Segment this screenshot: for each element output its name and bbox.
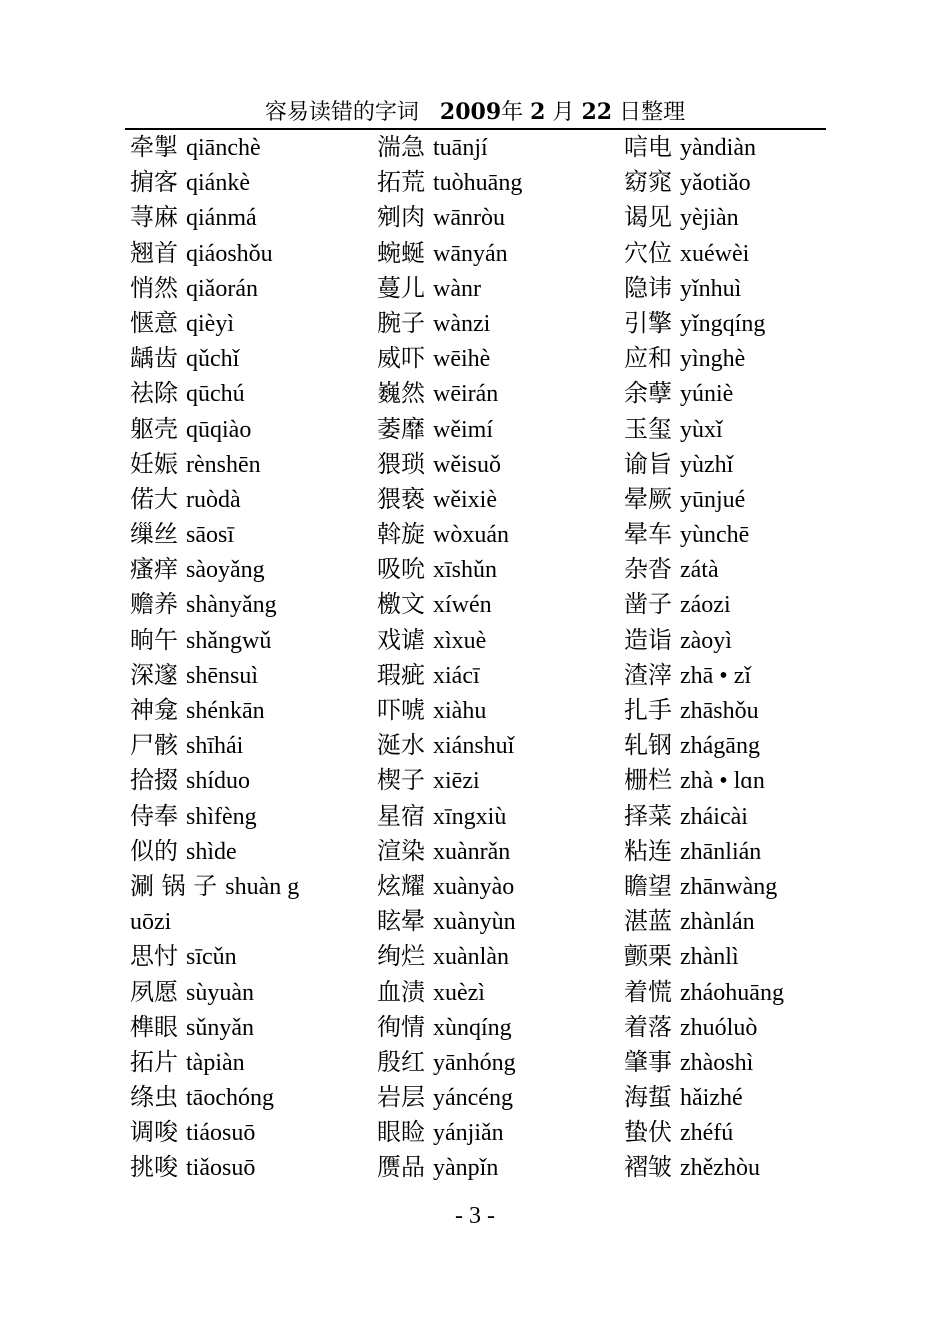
word-pinyin: zháicài bbox=[680, 803, 748, 830]
page-number: - 3 - bbox=[455, 1203, 495, 1229]
word-entry bbox=[377, 130, 522, 165]
word-entry bbox=[130, 623, 299, 658]
word-hanzi: 尸骸 bbox=[130, 731, 178, 760]
word-pinyin: wānròu bbox=[433, 205, 505, 232]
word-pinyin: qiānchè bbox=[186, 135, 261, 161]
word-pinyin: shénkān bbox=[186, 698, 265, 724]
word-hanzi: 拾掇 bbox=[130, 766, 178, 795]
word-entry bbox=[130, 552, 299, 587]
word-pinyin: yǎotiǎo bbox=[680, 170, 751, 197]
word-pinyin: zhànlì bbox=[680, 944, 739, 971]
word-pinyin: xiēzi bbox=[433, 768, 480, 795]
word-entry bbox=[377, 587, 522, 622]
word-entry bbox=[130, 130, 299, 165]
word-pinyin: wěixiè bbox=[433, 486, 497, 513]
word-entry bbox=[130, 658, 299, 693]
word-hanzi: 躯壳 bbox=[130, 414, 178, 443]
word-entry bbox=[130, 236, 299, 271]
word-pinyin: sùyuàn bbox=[186, 979, 254, 1006]
word-hanzi: 谕旨 bbox=[624, 449, 672, 478]
word-pinyin: yèjiàn bbox=[680, 205, 739, 232]
word-pinyin: xìxuè bbox=[433, 627, 487, 654]
word-entry bbox=[624, 904, 784, 939]
word-entry bbox=[624, 658, 784, 693]
word-column-3 bbox=[624, 130, 784, 1186]
word-entry bbox=[377, 693, 522, 728]
word-hanzi: 瘙痒 bbox=[130, 555, 178, 584]
word-entry bbox=[377, 517, 522, 552]
word-entry bbox=[624, 517, 784, 552]
word-entry bbox=[130, 447, 299, 482]
word-pinyin: wànzi bbox=[433, 310, 491, 337]
word-entry bbox=[130, 165, 299, 200]
word-hanzi: 眼睑 bbox=[377, 1118, 425, 1147]
word-pinyin: zhágāng bbox=[680, 733, 760, 760]
word-pinyin: zhā • zǐ bbox=[680, 662, 752, 689]
word-hanzi: 萎靡 bbox=[377, 414, 425, 443]
word-hanzi: 调唆 bbox=[130, 1118, 178, 1147]
word-hanzi: 瑕疵 bbox=[377, 660, 425, 689]
word-entry bbox=[624, 165, 784, 200]
word-hanzi: 余孽 bbox=[624, 379, 672, 408]
word-hanzi: 窈窕 bbox=[624, 168, 672, 197]
word-pinyin: zátà bbox=[680, 557, 719, 584]
word-entry bbox=[624, 975, 784, 1010]
word-pinyin: sǔnyǎn bbox=[186, 1014, 254, 1041]
word-hanzi: 瞻望 bbox=[624, 871, 672, 900]
word-hanzi: 思忖 bbox=[130, 942, 178, 971]
word-pinyin: shīhái bbox=[186, 733, 244, 760]
word-pinyin: záozi bbox=[680, 592, 731, 619]
word-hanzi: 惬意 bbox=[130, 308, 178, 337]
word-entry bbox=[130, 271, 299, 306]
word-entry bbox=[377, 975, 522, 1010]
word-pinyin: qǔchǐ bbox=[186, 346, 240, 373]
word-pinyin: zhàoshì bbox=[680, 1049, 754, 1076]
word-hanzi: 颤栗 bbox=[624, 942, 672, 971]
word-hanzi: 巍然 bbox=[377, 379, 425, 408]
word-hanzi: 拓荒 bbox=[377, 168, 425, 197]
header-year: 2009 bbox=[439, 99, 502, 125]
word-entry bbox=[130, 517, 299, 552]
word-pinyin: xiácī bbox=[433, 662, 480, 689]
word-hanzi: 悄然 bbox=[130, 273, 178, 302]
header-day: 22 bbox=[581, 99, 613, 125]
word-entry bbox=[130, 306, 299, 341]
word-pinyin: qiáoshǒu bbox=[186, 240, 273, 267]
word-entry bbox=[377, 1045, 522, 1080]
word-entry bbox=[130, 587, 299, 622]
word-entry bbox=[130, 341, 299, 376]
word-hanzi: 渣滓 bbox=[624, 660, 672, 689]
word-entry bbox=[377, 236, 522, 271]
word-entry bbox=[130, 763, 299, 798]
word-hanzi: 玉玺 bbox=[624, 414, 672, 443]
page-header bbox=[125, 96, 825, 128]
word-hanzi: 徇情 bbox=[377, 1012, 425, 1041]
word-pinyin: yānhóng bbox=[433, 1049, 516, 1076]
word-pinyin: yūnjué bbox=[680, 486, 746, 513]
word-pinyin: xùnqíng bbox=[433, 1014, 512, 1041]
word-pinyin: xīngxiù bbox=[433, 803, 507, 830]
word-hanzi: 着慌 bbox=[624, 977, 672, 1006]
word-hanzi: 穴位 bbox=[624, 238, 672, 267]
word-pinyin: yànpǐn bbox=[433, 1155, 499, 1182]
word-entry bbox=[377, 904, 522, 939]
word-hanzi: 龋齿 bbox=[130, 344, 178, 373]
word-entry bbox=[377, 200, 522, 235]
word-entry bbox=[377, 482, 522, 517]
word-entry bbox=[130, 1115, 299, 1150]
word-entry bbox=[377, 376, 522, 411]
word-pinyin: xuànyào bbox=[433, 873, 515, 900]
word-pinyin: yǐngqíng bbox=[680, 310, 766, 337]
word-hanzi: 应和 bbox=[624, 344, 672, 373]
word-entry bbox=[377, 341, 522, 376]
word-entry bbox=[624, 1115, 784, 1150]
word-entry bbox=[130, 799, 299, 834]
word-hanzi: 绦虫 bbox=[130, 1083, 178, 1112]
word-hanzi: 偌大 bbox=[130, 484, 178, 513]
word-entry bbox=[377, 1010, 522, 1045]
word-pinyin: qiánmá bbox=[186, 205, 257, 232]
word-hanzi: 深邃 bbox=[130, 660, 178, 689]
word-hanzi: 轧钢 bbox=[624, 731, 672, 760]
word-entry bbox=[624, 1080, 784, 1115]
word-pinyin: qiǎorán bbox=[186, 275, 258, 302]
word-pinyin: xuànrǎn bbox=[433, 838, 511, 865]
word-entry bbox=[624, 271, 784, 306]
word-entry bbox=[624, 693, 784, 728]
header-year-suffix: 年 bbox=[501, 100, 524, 125]
word-pinyin: hǎizhé bbox=[680, 1085, 743, 1112]
word-pinyin: wěimí bbox=[433, 416, 493, 443]
word-pinyin: xuèzì bbox=[433, 979, 485, 1006]
word-entry bbox=[130, 869, 299, 904]
word-hanzi: 扎手 bbox=[624, 696, 672, 724]
word-entry bbox=[624, 482, 784, 517]
word-hanzi: 猥亵 bbox=[377, 484, 425, 513]
word-pinyin: yùnchē bbox=[680, 522, 750, 549]
word-hanzi: 杂沓 bbox=[624, 555, 672, 584]
word-hanzi: 着落 bbox=[624, 1012, 672, 1041]
word-hanzi: 造诣 bbox=[624, 625, 672, 654]
word-pinyin: yánjiǎn bbox=[433, 1120, 504, 1147]
word-hanzi: 海蜇 bbox=[624, 1083, 672, 1112]
word-pinyin: wēirán bbox=[433, 381, 499, 408]
word-pinyin: shànyǎng bbox=[186, 592, 277, 619]
word-hanzi: 剜肉 bbox=[377, 203, 425, 232]
word-hanzi: 晕厥 bbox=[624, 484, 672, 513]
word-hanzi: 吓唬 bbox=[377, 696, 425, 724]
word-entry bbox=[130, 376, 299, 411]
word-pinyin: xiánshuǐ bbox=[433, 733, 515, 760]
word-pinyin: zhānlián bbox=[680, 838, 762, 865]
word-entry bbox=[377, 271, 522, 306]
word-pinyin: tiǎosuō bbox=[186, 1155, 256, 1182]
word-pinyin: qièyì bbox=[186, 310, 234, 337]
word-pinyin: yúniè bbox=[680, 381, 734, 408]
word-pinyin: uōzi bbox=[130, 909, 172, 936]
word-entry bbox=[377, 1150, 522, 1185]
word-pinyin: wānyán bbox=[433, 240, 508, 267]
word-entry bbox=[130, 834, 299, 869]
word-entry bbox=[377, 623, 522, 658]
word-entry bbox=[624, 376, 784, 411]
word-hanzi: 侍奉 bbox=[130, 801, 178, 830]
word-pinyin: xuéwèi bbox=[680, 240, 750, 267]
word-hanzi: 蛰伏 bbox=[624, 1118, 672, 1147]
word-hanzi: 绚烂 bbox=[377, 942, 425, 971]
word-entry bbox=[130, 1045, 299, 1080]
word-hanzi: 唁电 bbox=[624, 133, 672, 161]
word-entry bbox=[624, 130, 784, 165]
word-entry bbox=[377, 1080, 522, 1115]
word-hanzi: 祛除 bbox=[130, 379, 178, 408]
word-pinyin: tāochóng bbox=[186, 1085, 274, 1112]
word-hanzi: 涎水 bbox=[377, 731, 425, 760]
word-pinyin: yùxǐ bbox=[680, 416, 723, 443]
word-hanzi: 血渍 bbox=[377, 977, 425, 1006]
word-hanzi: 褶皱 bbox=[624, 1153, 672, 1182]
word-pinyin: zàoyì bbox=[680, 627, 732, 654]
word-hanzi: 肇事 bbox=[624, 1047, 672, 1076]
word-entry bbox=[624, 728, 784, 763]
word-entry bbox=[624, 939, 784, 974]
word-pinyin: shíduo bbox=[186, 768, 251, 795]
word-pinyin: xuànyùn bbox=[433, 909, 516, 936]
word-pinyin: tuòhuāng bbox=[433, 170, 523, 197]
word-entry bbox=[377, 869, 522, 904]
word-hanzi: 戏谑 bbox=[377, 625, 425, 654]
word-entry bbox=[377, 552, 522, 587]
word-entry bbox=[130, 482, 299, 517]
word-hanzi: 湛蓝 bbox=[624, 907, 672, 936]
word-entry bbox=[377, 939, 522, 974]
header-day-suffix: 日整理 bbox=[619, 100, 686, 125]
word-pinyin: yìnghè bbox=[680, 346, 746, 373]
word-entry bbox=[377, 658, 522, 693]
word-pinyin: zhuóluò bbox=[680, 1014, 758, 1041]
word-entry bbox=[624, 869, 784, 904]
word-entry bbox=[624, 306, 784, 341]
word-pinyin: shìfèng bbox=[186, 803, 257, 830]
word-hanzi: 隐讳 bbox=[624, 273, 672, 302]
word-pinyin: zhānwàng bbox=[680, 873, 778, 900]
word-pinyin: shǎngwǔ bbox=[186, 627, 272, 654]
word-entry bbox=[377, 799, 522, 834]
word-pinyin: sàoyǎng bbox=[186, 557, 265, 584]
word-hanzi: 栅栏 bbox=[624, 766, 672, 795]
word-pinyin: zhà • lɑn bbox=[680, 768, 765, 795]
word-hanzi: 缫丝 bbox=[130, 520, 178, 549]
word-entry bbox=[624, 552, 784, 587]
word-entry bbox=[624, 834, 784, 869]
word-hanzi: 吸吮 bbox=[377, 555, 425, 584]
word-hanzi: 荨麻 bbox=[130, 203, 178, 232]
word-hanzi: 凿子 bbox=[624, 590, 672, 619]
word-entry bbox=[130, 939, 299, 974]
word-pinyin: wěisuǒ bbox=[433, 451, 501, 478]
word-hanzi: 斡旋 bbox=[377, 520, 425, 549]
word-pinyin: tiáosuō bbox=[186, 1120, 256, 1147]
word-pinyin: ruòdà bbox=[186, 486, 241, 513]
word-hanzi: 腕子 bbox=[377, 308, 425, 337]
word-entry bbox=[624, 200, 784, 235]
word-hanzi: 炫耀 bbox=[377, 871, 425, 900]
word-hanzi: 蜿蜒 bbox=[377, 238, 425, 267]
word-pinyin: wòxuán bbox=[433, 522, 509, 549]
word-hanzi: 楔子 bbox=[377, 766, 425, 795]
word-hanzi: 翘首 bbox=[130, 238, 178, 267]
word-entry bbox=[377, 728, 522, 763]
word-column-1 bbox=[130, 130, 299, 1186]
word-entry bbox=[130, 412, 299, 447]
word-entry bbox=[624, 1045, 784, 1080]
word-pinyin: yǐnhuì bbox=[680, 275, 742, 302]
word-hanzi: 妊娠 bbox=[130, 449, 178, 478]
word-pinyin: xiàhu bbox=[433, 698, 487, 724]
word-hanzi: 檄文 bbox=[377, 590, 425, 619]
word-hanzi: 似的 bbox=[130, 836, 178, 865]
word-entry bbox=[377, 1115, 522, 1150]
word-pinyin: zhāshǒu bbox=[680, 698, 759, 724]
word-entry bbox=[624, 447, 784, 482]
word-entry bbox=[130, 1080, 299, 1115]
word-entry bbox=[130, 904, 299, 939]
word-hanzi: 涮 锅 子 bbox=[130, 871, 218, 900]
word-entry bbox=[130, 1010, 299, 1045]
word-pinyin: sīcǔn bbox=[186, 944, 237, 971]
word-hanzi: 择菜 bbox=[624, 801, 672, 830]
word-hanzi: 晕车 bbox=[624, 520, 672, 549]
word-entry bbox=[377, 306, 522, 341]
word-column-2 bbox=[377, 130, 522, 1186]
word-hanzi: 掮客 bbox=[130, 168, 178, 197]
word-pinyin: shēnsuì bbox=[186, 662, 258, 689]
word-entry bbox=[377, 447, 522, 482]
word-hanzi: 赡养 bbox=[130, 590, 178, 619]
word-hanzi: 眩晕 bbox=[377, 907, 425, 936]
word-entry bbox=[377, 834, 522, 869]
word-hanzi: 夙愿 bbox=[130, 977, 178, 1006]
word-entry bbox=[624, 763, 784, 798]
word-pinyin: shuàn g bbox=[225, 873, 300, 900]
word-entry bbox=[130, 728, 299, 763]
word-hanzi: 威吓 bbox=[377, 344, 425, 373]
word-hanzi: 拓片 bbox=[130, 1047, 178, 1076]
word-pinyin: qūchú bbox=[186, 381, 245, 408]
word-hanzi: 岩层 bbox=[377, 1083, 425, 1112]
header-title: 容易读错的字词 bbox=[264, 100, 419, 125]
word-pinyin: xíwén bbox=[433, 592, 492, 619]
word-pinyin: yùzhǐ bbox=[680, 451, 734, 478]
word-entry bbox=[624, 799, 784, 834]
word-hanzi: 湍急 bbox=[377, 133, 425, 161]
word-hanzi: 赝品 bbox=[377, 1153, 425, 1182]
word-entry bbox=[377, 763, 522, 798]
header-month: 2 bbox=[530, 99, 546, 125]
word-entry bbox=[377, 165, 522, 200]
word-pinyin: sāosī bbox=[186, 522, 234, 549]
word-pinyin: yàndiàn bbox=[680, 135, 756, 161]
word-entry bbox=[377, 412, 522, 447]
word-entry bbox=[624, 412, 784, 447]
word-pinyin: yáncéng bbox=[433, 1085, 513, 1112]
word-pinyin: zhànlán bbox=[680, 909, 755, 936]
word-hanzi: 晌午 bbox=[130, 625, 178, 654]
word-hanzi: 猥琐 bbox=[377, 449, 425, 478]
word-pinyin: zháohuāng bbox=[680, 979, 784, 1006]
word-hanzi: 引擎 bbox=[624, 308, 672, 337]
word-pinyin: xuànlàn bbox=[433, 944, 509, 971]
word-hanzi: 谒见 bbox=[624, 203, 672, 232]
word-entry bbox=[130, 975, 299, 1010]
word-entry bbox=[130, 693, 299, 728]
word-pinyin: tuānjí bbox=[433, 135, 488, 161]
word-hanzi: 蔓儿 bbox=[377, 273, 425, 302]
word-entry bbox=[130, 200, 299, 235]
word-hanzi: 挑唆 bbox=[130, 1153, 178, 1182]
word-entry bbox=[130, 1150, 299, 1185]
word-pinyin: qūqiào bbox=[186, 416, 252, 443]
word-entry bbox=[624, 236, 784, 271]
word-pinyin: zhězhòu bbox=[680, 1155, 760, 1182]
word-hanzi: 榫眼 bbox=[130, 1012, 178, 1041]
word-hanzi: 粘连 bbox=[624, 836, 672, 865]
word-hanzi: 渲染 bbox=[377, 836, 425, 865]
word-entry bbox=[624, 623, 784, 658]
word-entry bbox=[624, 1150, 784, 1185]
word-pinyin: qiánkè bbox=[186, 170, 250, 197]
word-hanzi: 殷红 bbox=[377, 1047, 425, 1076]
word-pinyin: shìde bbox=[186, 838, 237, 865]
word-pinyin: wēihè bbox=[433, 346, 491, 373]
word-pinyin: zhéfú bbox=[680, 1120, 734, 1147]
word-hanzi: 星宿 bbox=[377, 801, 425, 830]
word-entry bbox=[624, 587, 784, 622]
word-entry bbox=[624, 1010, 784, 1045]
word-pinyin: tàpiàn bbox=[186, 1049, 245, 1076]
word-pinyin: rènshēn bbox=[186, 451, 261, 478]
header-month-suffix: 月 bbox=[552, 100, 575, 125]
word-entry bbox=[624, 341, 784, 376]
word-pinyin: wànr bbox=[433, 275, 481, 302]
word-pinyin: xīshǔn bbox=[433, 557, 498, 584]
word-hanzi: 牵掣 bbox=[130, 133, 178, 161]
word-hanzi: 神龛 bbox=[130, 696, 178, 724]
